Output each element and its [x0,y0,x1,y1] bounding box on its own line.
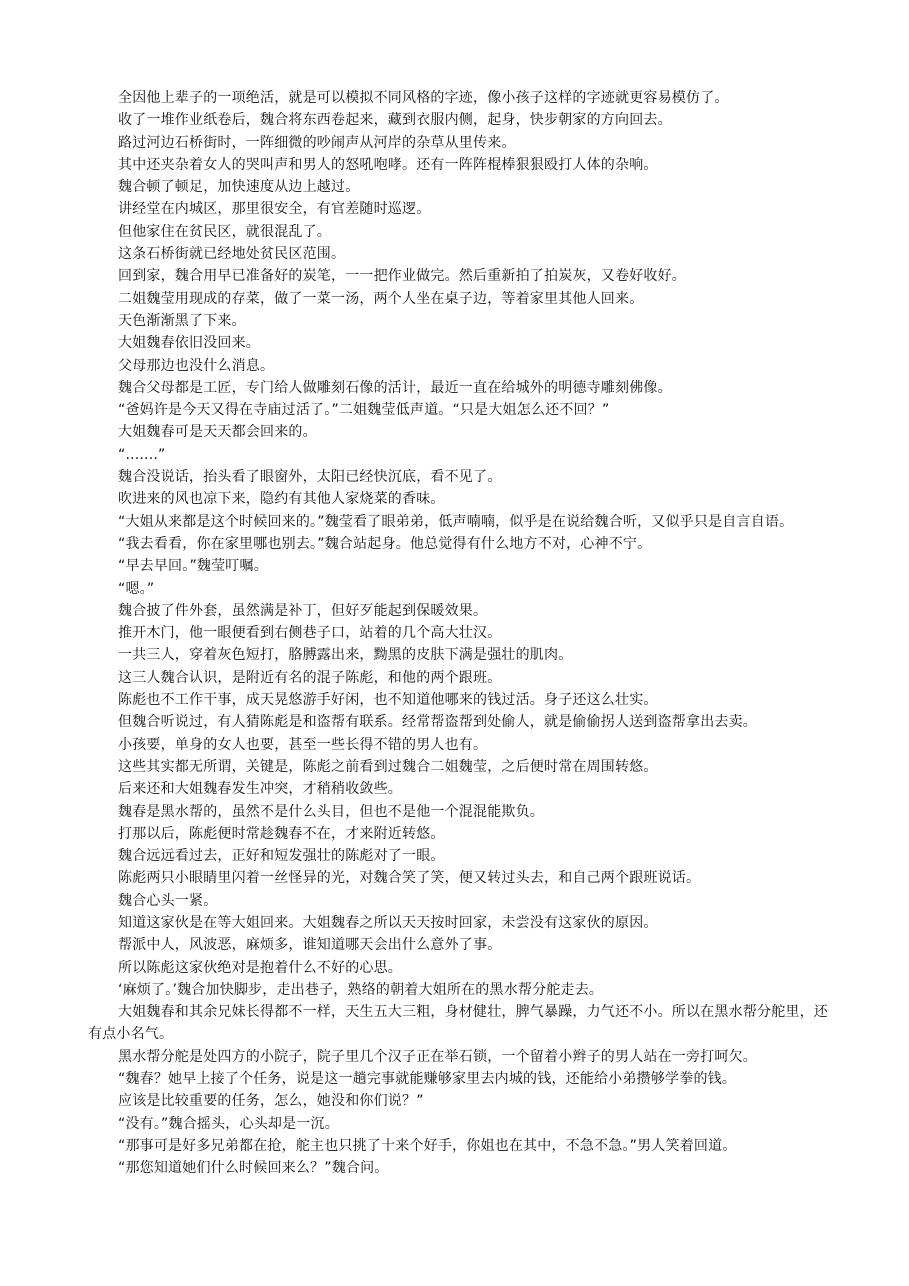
paragraph: “嗯。” [118,580,155,597]
paragraph: 魏合远远看过去，正好和短发强壮的陈彪对了一眼。 [118,848,445,865]
paragraph: 父母那边也没什么消息。 [118,357,275,374]
paragraph: “爸妈许是今天又得在寺庙过活了。”二姐魏莹低声道。“只是大姐怎么还不回？” [118,402,610,419]
paragraph: 魏合顿了顿足，加快速度从边上越过。 [118,179,360,196]
paragraph: “没有。”魏合摇头，心头却是一沉。 [118,1115,339,1132]
paragraph: 陈彪两只小眼睛里闪着一丝怪异的光，对魏合笑了笑，便又转过头去，和自己两个跟班说话。 [118,870,701,887]
paragraph: 陈彪也不工作干事，成天晃悠游手好闲，也不知道他哪来的钱过活。身子还这么壮实。 [118,692,658,709]
paragraph: “魏春？她早上接了个任务，说是这一趟完事就能赚够家里去内城的钱，还能给小弟攒够学拳的钱。 [118,1071,737,1088]
paragraph: 小孩要，单身的女人也要，甚至一些长得不错的男人也有。 [118,736,488,753]
paragraph: 知道这家伙是在等大姐回来。大姐魏春之所以天天按时回家，未尝没有这家伙的原因。 [118,914,658,931]
paragraph: 收了一堆作业纸卷后，魏合将东西卷起来，藏到衣服内侧，起身，快步朝家的方向回去。 [118,112,672,129]
paragraph: 大姐魏春和其余兄妹长得都不一样，天生五大三粗，身材健壮，脾气暴躁，力气还不小。所以在黑水帮分舵里，还有点小名气。 [88,1004,828,1043]
paragraph: 魏合披了件外套，虽然满是补丁，但好歹能起到保暖效果。 [118,602,488,619]
paragraph: 后来还和大姐魏春发生冲突，才稍稍收敛些。 [118,781,402,798]
paragraph: 魏合心头一紧。 [118,892,218,909]
paragraph: 吹进来的风也凉下来，隐约有其他人家烧菜的香味。 [118,491,445,508]
paragraph: 打那以后，陈彪便时常趁魏春不在，才来附近转悠。 [118,825,445,842]
paragraph: 推开木门，他一眼便看到右侧巷子口，站着的几个高大壮汉。 [118,625,502,642]
paragraph: 一共三人，穿着灰色短打，胳膊露出来，黝黑的皮肤下满是强壮的肌肉。 [118,647,573,664]
paragraph: 天色渐渐黑了下来。 [118,312,246,329]
paragraph: “早去早回。”魏莹叮嘱。 [118,558,268,575]
paragraph: 这条石桥街就已经地处贫民区范围。 [118,246,346,263]
paragraph: “我去看看，你在家里哪也别去。”魏合站起身。他总觉得有什么地方不对，心神不宁。 [118,535,652,552]
paragraph: “大姐从来都是这个时候回来的。”魏莹看了眼弟弟，低声喃喃，似乎是在说给魏合听，又似乎只是自言自语。 [118,513,794,530]
novel-text-body [88,87,828,1180]
paragraph: 所以陈彪这家伙绝对是抱着什么不好的心思。 [118,959,402,976]
paragraph: 这些其实都无所谓，关键是，陈彪之前看到过魏合二姐魏莹，之后便时常在周围转悠。 [118,758,658,775]
paragraph: ‘麻烦了。’魏合加快脚步，走出巷子，熟络的朝着大姐所在的黑水帮分舵走去。 [118,981,604,998]
paragraph: 讲经堂在内城区，那里很安全，有官差随时巡逻。 [118,201,431,218]
paragraph: “那您知道她们什么时候回来么？”魏合问。 [118,1160,389,1177]
paragraph: 黑水帮分舵是处四方的小院子，院子里几个汉子正在举石锁，一个留着小辫子的男人站在一旁打呵欠。 [118,1048,757,1065]
paragraph: 这三人魏合认识，是附近有名的混子陈彪，和他的两个跟班。 [118,669,502,686]
paragraph: “.......” [118,446,166,463]
paragraph: 魏合父母都是工匠，专门给人做雕刻石像的活计，最近一直在给城外的明德寺雕刻佛像。 [118,379,672,396]
paragraph: 帮派中人，风波恶，麻烦多，谁知道哪天会出什么意外了事。 [118,937,502,954]
paragraph: 魏合没说话，抬头看了眼窗外，太阳已经快沉底，看不见了。 [118,469,502,486]
paragraph: 大姐魏春可是天天都会回来的。 [118,424,317,441]
paragraph: 但他家住在贫民区，就很混乱了。 [118,223,331,240]
paragraph: 全因他上辈子的一项绝活，就是可以模拟不同风格的字迹，像小孩子这样的字迹就更容易模仿了。 [118,90,729,106]
paragraph: 二姐魏莹用现成的存菜，做了一菜一汤，两个人坐在桌子边，等着家里其他人回来。 [118,290,644,307]
paragraph: 回到家，魏合用早已准备好的炭笔，一一把作业做完。然后重新拍了拍炭灰，又卷好收好。 [118,268,686,285]
paragraph: 大姐魏春依旧没回来。 [118,335,260,352]
paragraph: 魏春是黑水帮的，虽然不是什么头目，但也不是他一个混混能欺负。 [118,803,544,820]
paragraph: 应该是比较重要的任务，怎么，她没和你们说？” [118,1093,424,1110]
paragraph: 但魏合听说过，有人猜陈彪是和盗帮有联系。经常帮盗帮到处偷人，就是偷偷拐人送到盗帮拿出去卖。 [118,714,757,731]
paragraph: “那事可是好多兄弟都在抢，舵主也只挑了十来个好手，你姐也在其中，不急不急。”男人笑着回道。 [118,1137,737,1154]
paragraph: 路过河边石桥街时，一阵细微的吵闹声从河岸的杂草从里传来。 [118,134,516,151]
paragraph: 其中还夹杂着女人的哭叫声和男人的怒吼咆哮。还有一阵阵棍棒狠狠殴打人体的杂响。 [118,156,658,173]
